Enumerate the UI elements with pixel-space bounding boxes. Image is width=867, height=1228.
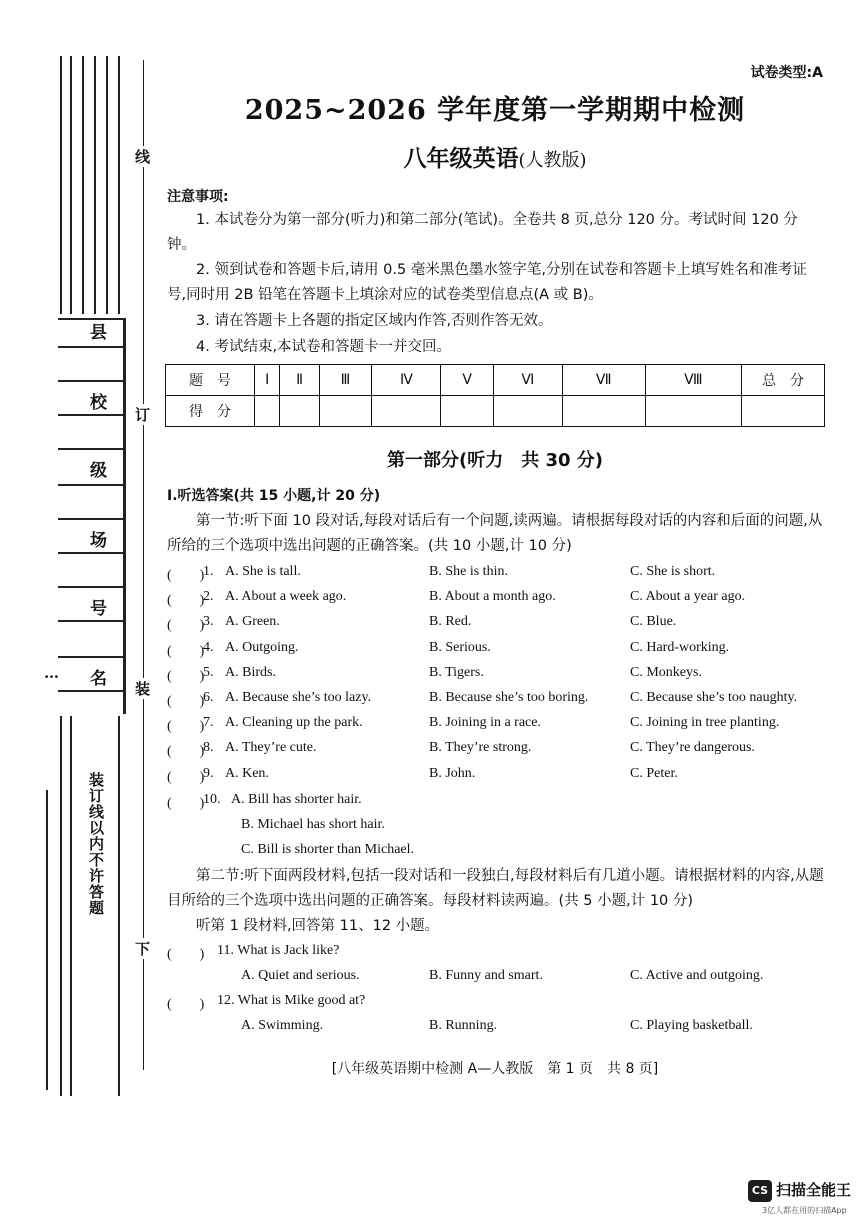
score-header-cell: Ⅱ [280, 365, 319, 396]
score-cell [372, 396, 441, 427]
question-number: 5. [203, 664, 214, 680]
option-a: A. Because she’s too lazy. [225, 690, 372, 705]
question-10-option-b-row [167, 817, 827, 842]
answer-paren: ( ) [167, 668, 205, 684]
question-number: 1. [203, 564, 214, 579]
note-item: 4. 考试结束,本试卷和答题卡一并交回。 [196, 339, 452, 355]
field-line [58, 518, 124, 520]
field-line [58, 448, 124, 450]
score-cell [562, 396, 645, 427]
field-school-label: 校 [90, 393, 107, 413]
option-b: B. Joining in a race. [429, 715, 541, 731]
score-cell [645, 396, 741, 427]
sub2-instructions: 第二节:听下面两段材料,包括一段对话和一段独白,每段材料后有几道小题。请根据材料的内容,从题目所给的三个选项中选出问题的正确答案。每段材料读两遍。(共 5 小题,计 10 分) [167, 868, 824, 909]
margin-line [106, 56, 108, 314]
score-table-score-row [166, 396, 825, 427]
section1-heading: Ⅰ.听选答案(共 15 小题,计 20 分) [167, 488, 381, 504]
margin-line [70, 716, 72, 1096]
option-a: A. Cleaning up the park. [225, 715, 363, 731]
score-header-cell: Ⅴ [441, 365, 493, 396]
margin-line [60, 716, 62, 1096]
score-cell [493, 396, 562, 427]
edition-label: (人教版) [518, 150, 587, 171]
mark-bind: 订 [135, 406, 151, 424]
question-row [167, 640, 827, 665]
question-number: 4. [203, 639, 214, 655]
cut-line [143, 60, 144, 1070]
field-number-label: 号 [90, 599, 107, 619]
option-a: A. About a week ago. [225, 589, 347, 605]
option-c: C. Bill is shorter than Michael. [241, 842, 415, 857]
answer-paren: ( ) [167, 796, 205, 811]
option-c: C. Joining in tree planting. [630, 715, 780, 731]
field-line [58, 620, 124, 622]
option-b: B. Tigers. [429, 664, 484, 680]
score-header-cell: Ⅳ [372, 365, 441, 396]
note-item: 2. 领到试卷和答题卡后,请用 0.5 毫米黑色墨水签字笔,分别在试卷和答题卡上填写姓名和准考证号,同时用 2B 铅笔在答题卡上填涂对应的试卷类型信息点(A 或 B)。 [167, 262, 807, 303]
margin-line [118, 716, 120, 1096]
sub1-instructions: 第一节:听下面 10 段对话,每段对话后有一个问题,读两遍。请根据每段对话的内容和后面的问题,从所给的三个选项中选出问题的正确答案。(共 10 小题,计 10 分) [167, 513, 823, 554]
option-c: C. She is short. [630, 564, 716, 579]
question-stem: 12. What is Mike good at? [217, 993, 366, 1008]
answer-paren: ( ) [167, 568, 205, 583]
no-answer-warning: 装订线以内不许答题 [87, 772, 105, 916]
option-c: C. Hard-working. [630, 639, 730, 655]
option-c: C. Playing basketball. [630, 1018, 753, 1033]
question-12 [167, 993, 827, 1018]
score-table-header-row [166, 365, 825, 396]
field-line [58, 690, 124, 692]
margin-line [46, 790, 48, 1090]
paper-type-label: 试卷类型:A [750, 65, 823, 81]
option-a: A. They’re cute. [225, 740, 317, 756]
option-c: C. Peter. [630, 765, 678, 781]
question-12-options [167, 1018, 827, 1043]
question-stem: 11. What is Jack like? [217, 943, 340, 958]
mark-line: 线 [135, 148, 151, 166]
option-c: C. Monkeys. [630, 664, 702, 680]
option-a: A. Bill has shorter hair. [231, 792, 362, 807]
option-c: C. Because she’s too naughty. [630, 690, 798, 705]
option-b: B. About a month ago. [429, 589, 556, 605]
option-b: B. Running. [429, 1018, 498, 1033]
question-10 [167, 792, 827, 817]
question-row [167, 564, 827, 589]
exam-title: 2025~2026 学年度第一学期期中检测 [244, 95, 746, 126]
option-b: B. Serious. [429, 639, 491, 655]
option-c: C. About a year ago. [630, 589, 746, 605]
score-header-cell: Ⅷ [645, 365, 741, 396]
part1-title: 第一部分(听力 共 30 分) [386, 450, 604, 471]
score-header-cell: 题 号 [166, 365, 255, 396]
field-line [58, 552, 124, 554]
option-b: B. They’re strong. [429, 740, 532, 756]
score-cell [441, 396, 493, 427]
question-row [167, 665, 827, 690]
score-header-cell: 总 分 [742, 365, 825, 396]
question-row [167, 715, 827, 740]
score-header-cell: Ⅶ [562, 365, 645, 396]
question-number: 2. [203, 589, 214, 605]
question-row [167, 740, 827, 765]
option-c: C. Active and outgoing. [630, 968, 764, 983]
camscanner-logo-icon: CS [748, 1180, 772, 1202]
question-11-options [167, 968, 827, 993]
answer-paren: ( ) [167, 593, 205, 609]
field-name-label: 名 [90, 669, 107, 689]
field-class-label: 级 [90, 461, 107, 481]
answer-paren: ( ) [167, 643, 205, 659]
field-line [58, 586, 124, 588]
option-a: A. Green. [225, 614, 280, 630]
question-number: 9. [203, 765, 214, 781]
option-a: A. Outgoing. [225, 639, 299, 655]
answer-paren: ( ) [167, 997, 205, 1012]
question-number: 7. [203, 715, 214, 731]
mark-below: 下 [135, 940, 151, 958]
scanner-app-name: 扫描全能王 [776, 1181, 852, 1199]
question-number: 8. [203, 740, 214, 756]
question-row [167, 690, 827, 715]
field-line [58, 346, 124, 348]
option-b: B. Funny and smart. [429, 968, 543, 983]
notes-heading: 注意事项: [167, 189, 229, 205]
score-cell [742, 396, 825, 427]
field-county-label: 县 [90, 323, 107, 343]
option-b: B. Because she’s too boring. [429, 690, 589, 705]
answer-paren: ( ) [167, 947, 205, 962]
field-line [58, 484, 124, 486]
subject-title: 八年级英语 [403, 145, 519, 172]
margin-dots: … [44, 664, 59, 682]
score-cell [319, 396, 372, 427]
margin-line [94, 56, 96, 314]
question-number: 3. [203, 614, 214, 630]
option-b: B. Red. [429, 614, 472, 630]
option-a: A. Ken. [225, 765, 269, 781]
question-number: 10. [203, 792, 221, 807]
option-a: A. Swimming. [241, 1018, 324, 1033]
option-a: A. She is tall. [225, 564, 301, 579]
score-cell [280, 396, 319, 427]
question-number: 6. [203, 690, 214, 705]
answer-paren: ( ) [167, 769, 205, 785]
question-row [167, 589, 827, 614]
margin-line [70, 56, 72, 314]
field-line [58, 656, 124, 658]
score-header-cell: Ⅰ [255, 365, 280, 396]
option-a: A. Birds. [225, 664, 276, 680]
answer-paren: ( ) [167, 719, 205, 735]
option-b: B. She is thin. [429, 564, 508, 579]
score-header-cell: Ⅵ [493, 365, 562, 396]
margin-line [82, 56, 84, 314]
question-11 [167, 943, 827, 968]
answer-paren: ( ) [167, 618, 205, 634]
exam-subtitle [165, 140, 825, 173]
question-row [167, 614, 827, 639]
option-c: C. Blue. [630, 614, 677, 630]
option-a: A. Quiet and serious. [241, 968, 360, 983]
scanner-tagline: 3亿人都在用的扫描App [762, 1206, 847, 1215]
field-line [58, 414, 124, 416]
option-b: B. Michael has short hair. [241, 817, 385, 832]
field-line [58, 380, 124, 382]
answer-paren: ( ) [167, 694, 205, 709]
field-box-edge [123, 318, 126, 714]
answer-paren: ( ) [167, 744, 205, 760]
note-item: 3. 请在答题卡上各题的指定区域内作答,否则作答无效。 [196, 313, 553, 329]
field-room-label: 场 [90, 531, 107, 551]
option-b: B. John. [429, 765, 476, 781]
margin-line [118, 56, 120, 314]
option-c: C. They’re dangerous. [630, 740, 755, 756]
material1-note: 听第 1 段材料,回答第 11、12 小题。 [196, 918, 440, 934]
score-cell [255, 396, 280, 427]
page-footer: [八年级英语期中检测 A—人教版 第 1 页 共 8 页] [331, 1061, 659, 1077]
margin-line [60, 56, 62, 314]
score-header-cell: Ⅲ [319, 365, 372, 396]
note-item: 1. 本试卷分为第一部分(听力)和第二部分(笔试)。全卷共 8 页,总分 120 分。考试时间 120 分钟。 [167, 212, 798, 253]
score-table [165, 364, 825, 427]
question-row [167, 766, 827, 791]
score-row-label: 得 分 [166, 396, 255, 427]
mark-fix: 装 [135, 680, 151, 698]
